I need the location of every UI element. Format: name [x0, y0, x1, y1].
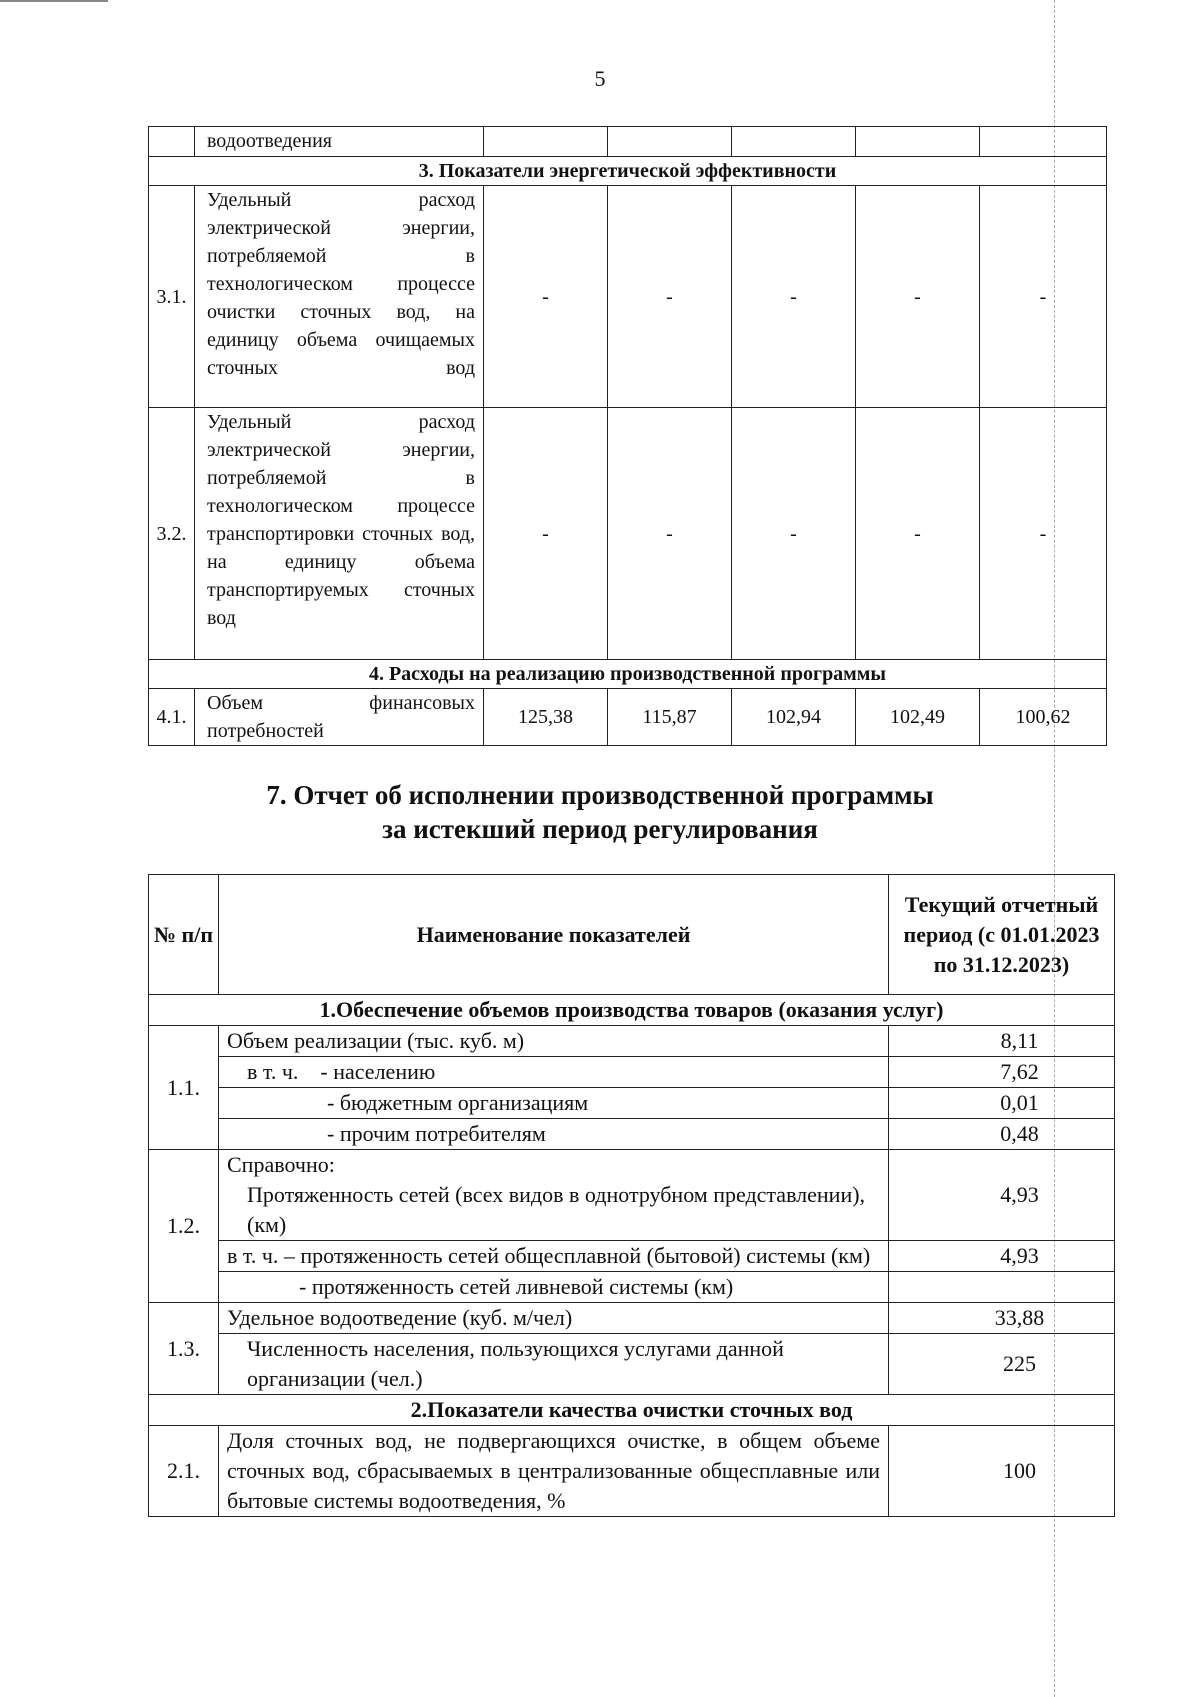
row-number: 4.1.	[149, 689, 195, 746]
indicator-value: 33,88	[889, 1303, 1115, 1334]
value-cell: -	[732, 186, 856, 408]
indicator-name: - протяженность сетей ливневой системы (км)	[219, 1272, 889, 1303]
value-cell: 125,38	[484, 689, 608, 746]
section-row	[149, 995, 1115, 1026]
indicator-name: - бюджетным организациям	[219, 1088, 889, 1119]
indicator-value: 0,01	[889, 1088, 1115, 1119]
section-row	[149, 157, 1107, 186]
table-row	[149, 1119, 1115, 1150]
section-title: 3. Показатели энергетической эффективности	[149, 157, 1107, 186]
table-row	[149, 689, 1107, 746]
table-row	[149, 1026, 1115, 1057]
table-row	[149, 1088, 1115, 1119]
indicator-value: 4,93	[889, 1241, 1115, 1272]
row-number	[149, 127, 195, 157]
empty-cell	[484, 127, 608, 157]
empty-cell	[856, 127, 980, 157]
empty-cell	[608, 127, 732, 157]
reference-label: Справочно:	[219, 1150, 889, 1181]
header-name: Наименование показателей	[219, 875, 889, 995]
indicator-value: 7,62	[889, 1057, 1115, 1088]
indicator-name: Доля сточных вод, не подвергающихся очистке, в общем объеме сточных вод, сбрасываемых в централизованные общесплавные или бытовые системы водоотведения, %	[219, 1426, 889, 1517]
row-number: 3.1.	[149, 186, 195, 408]
indicator-name: Протяженность сетей (всех видов в однотрубном представлении), (км)	[219, 1180, 889, 1241]
table-row	[149, 127, 1107, 157]
indicator-value: 8,11	[889, 1026, 1115, 1057]
section-title: 2.Показатели качества очистки сточных вод	[149, 1395, 1115, 1426]
row-description: Объем финансовых потребностей	[195, 689, 484, 746]
header-period: Текущий отчетный период (с 01.01.2023 по 31.12.2023)	[889, 875, 1115, 995]
section-title: 4. Расходы на реализацию производственной программы	[149, 660, 1107, 689]
value-cell: -	[484, 408, 608, 660]
indicators-table-continued	[148, 126, 1107, 746]
heading-line-2: за истекший период регулирования	[382, 814, 818, 844]
row-description: Удельный расход электрической энергии, потребляемой в технологическом процессе транспортировки сточных вод, на единицу объема транспортируемых сточных вод	[195, 408, 484, 660]
value-cell: 102,49	[856, 689, 980, 746]
value-cell: -	[732, 408, 856, 660]
value-cell: -	[608, 408, 732, 660]
table-row	[149, 1303, 1115, 1334]
indicator-value: 4,93	[889, 1150, 1115, 1241]
empty-cell	[732, 127, 856, 157]
row-description: Удельный расход электрической энергии, потребляемой в технологическом процессе очистки сточных вод, на единицу объема очищаемых сточных вод	[195, 186, 484, 408]
report-table	[148, 874, 1115, 1517]
row-number: 1.3.	[149, 1303, 219, 1395]
row-number: 1.1.	[149, 1026, 219, 1150]
indicator-name: Численность населения, пользующихся услугами данной организации (чел.)	[219, 1334, 889, 1395]
indicator-name: Удельное водоотведение (куб. м/чел)	[219, 1303, 889, 1334]
row-number: 1.2.	[149, 1150, 219, 1303]
table-row	[149, 408, 1107, 660]
table-row	[149, 1426, 1115, 1517]
indicator-value	[889, 1272, 1115, 1303]
table-row	[149, 1150, 1115, 1181]
page-number: 5	[594, 66, 606, 91]
row-description: водоотведения	[195, 127, 484, 157]
section-row	[149, 660, 1107, 689]
indicator-value: 225	[889, 1334, 1115, 1395]
row-number: 3.2.	[149, 408, 195, 660]
empty-cell	[980, 127, 1107, 157]
value-cell: 102,94	[732, 689, 856, 746]
table-row	[149, 1241, 1115, 1272]
section-heading	[0, 778, 1200, 846]
header-row	[149, 875, 1115, 995]
value-cell: 115,87	[608, 689, 732, 746]
value-cell: -	[484, 186, 608, 408]
table-row	[149, 1334, 1115, 1395]
value-cell: -	[980, 408, 1107, 660]
value-cell: -	[980, 186, 1107, 408]
header-num: № п/п	[149, 875, 219, 995]
value-cell: -	[608, 186, 732, 408]
indicator-name: - прочим потребителям	[219, 1119, 889, 1150]
indicator-value: 0,48	[889, 1119, 1115, 1150]
indicator-name: Объем реализации (тыс. куб. м)	[219, 1026, 889, 1057]
indicator-name: в т. ч. - населению	[219, 1057, 889, 1088]
value-cell: 100,62	[980, 689, 1107, 746]
indicator-name: в т. ч. – протяженность сетей общесплавной (бытовой) системы (км)	[219, 1241, 889, 1272]
heading-line-1: 7. Отчет об исполнении производственной программы	[266, 780, 934, 810]
table-row	[149, 1057, 1115, 1088]
section-row	[149, 1395, 1115, 1426]
table-row	[149, 186, 1107, 408]
value-cell: -	[856, 186, 980, 408]
value-cell: -	[856, 408, 980, 660]
row-number: 2.1.	[149, 1426, 219, 1517]
table-row	[149, 1272, 1115, 1303]
indicator-value: 100	[889, 1426, 1115, 1517]
section-title: 1.Обеспечение объемов производства товаров (оказания услуг)	[149, 995, 1115, 1026]
scan-edge-line	[0, 0, 108, 2]
